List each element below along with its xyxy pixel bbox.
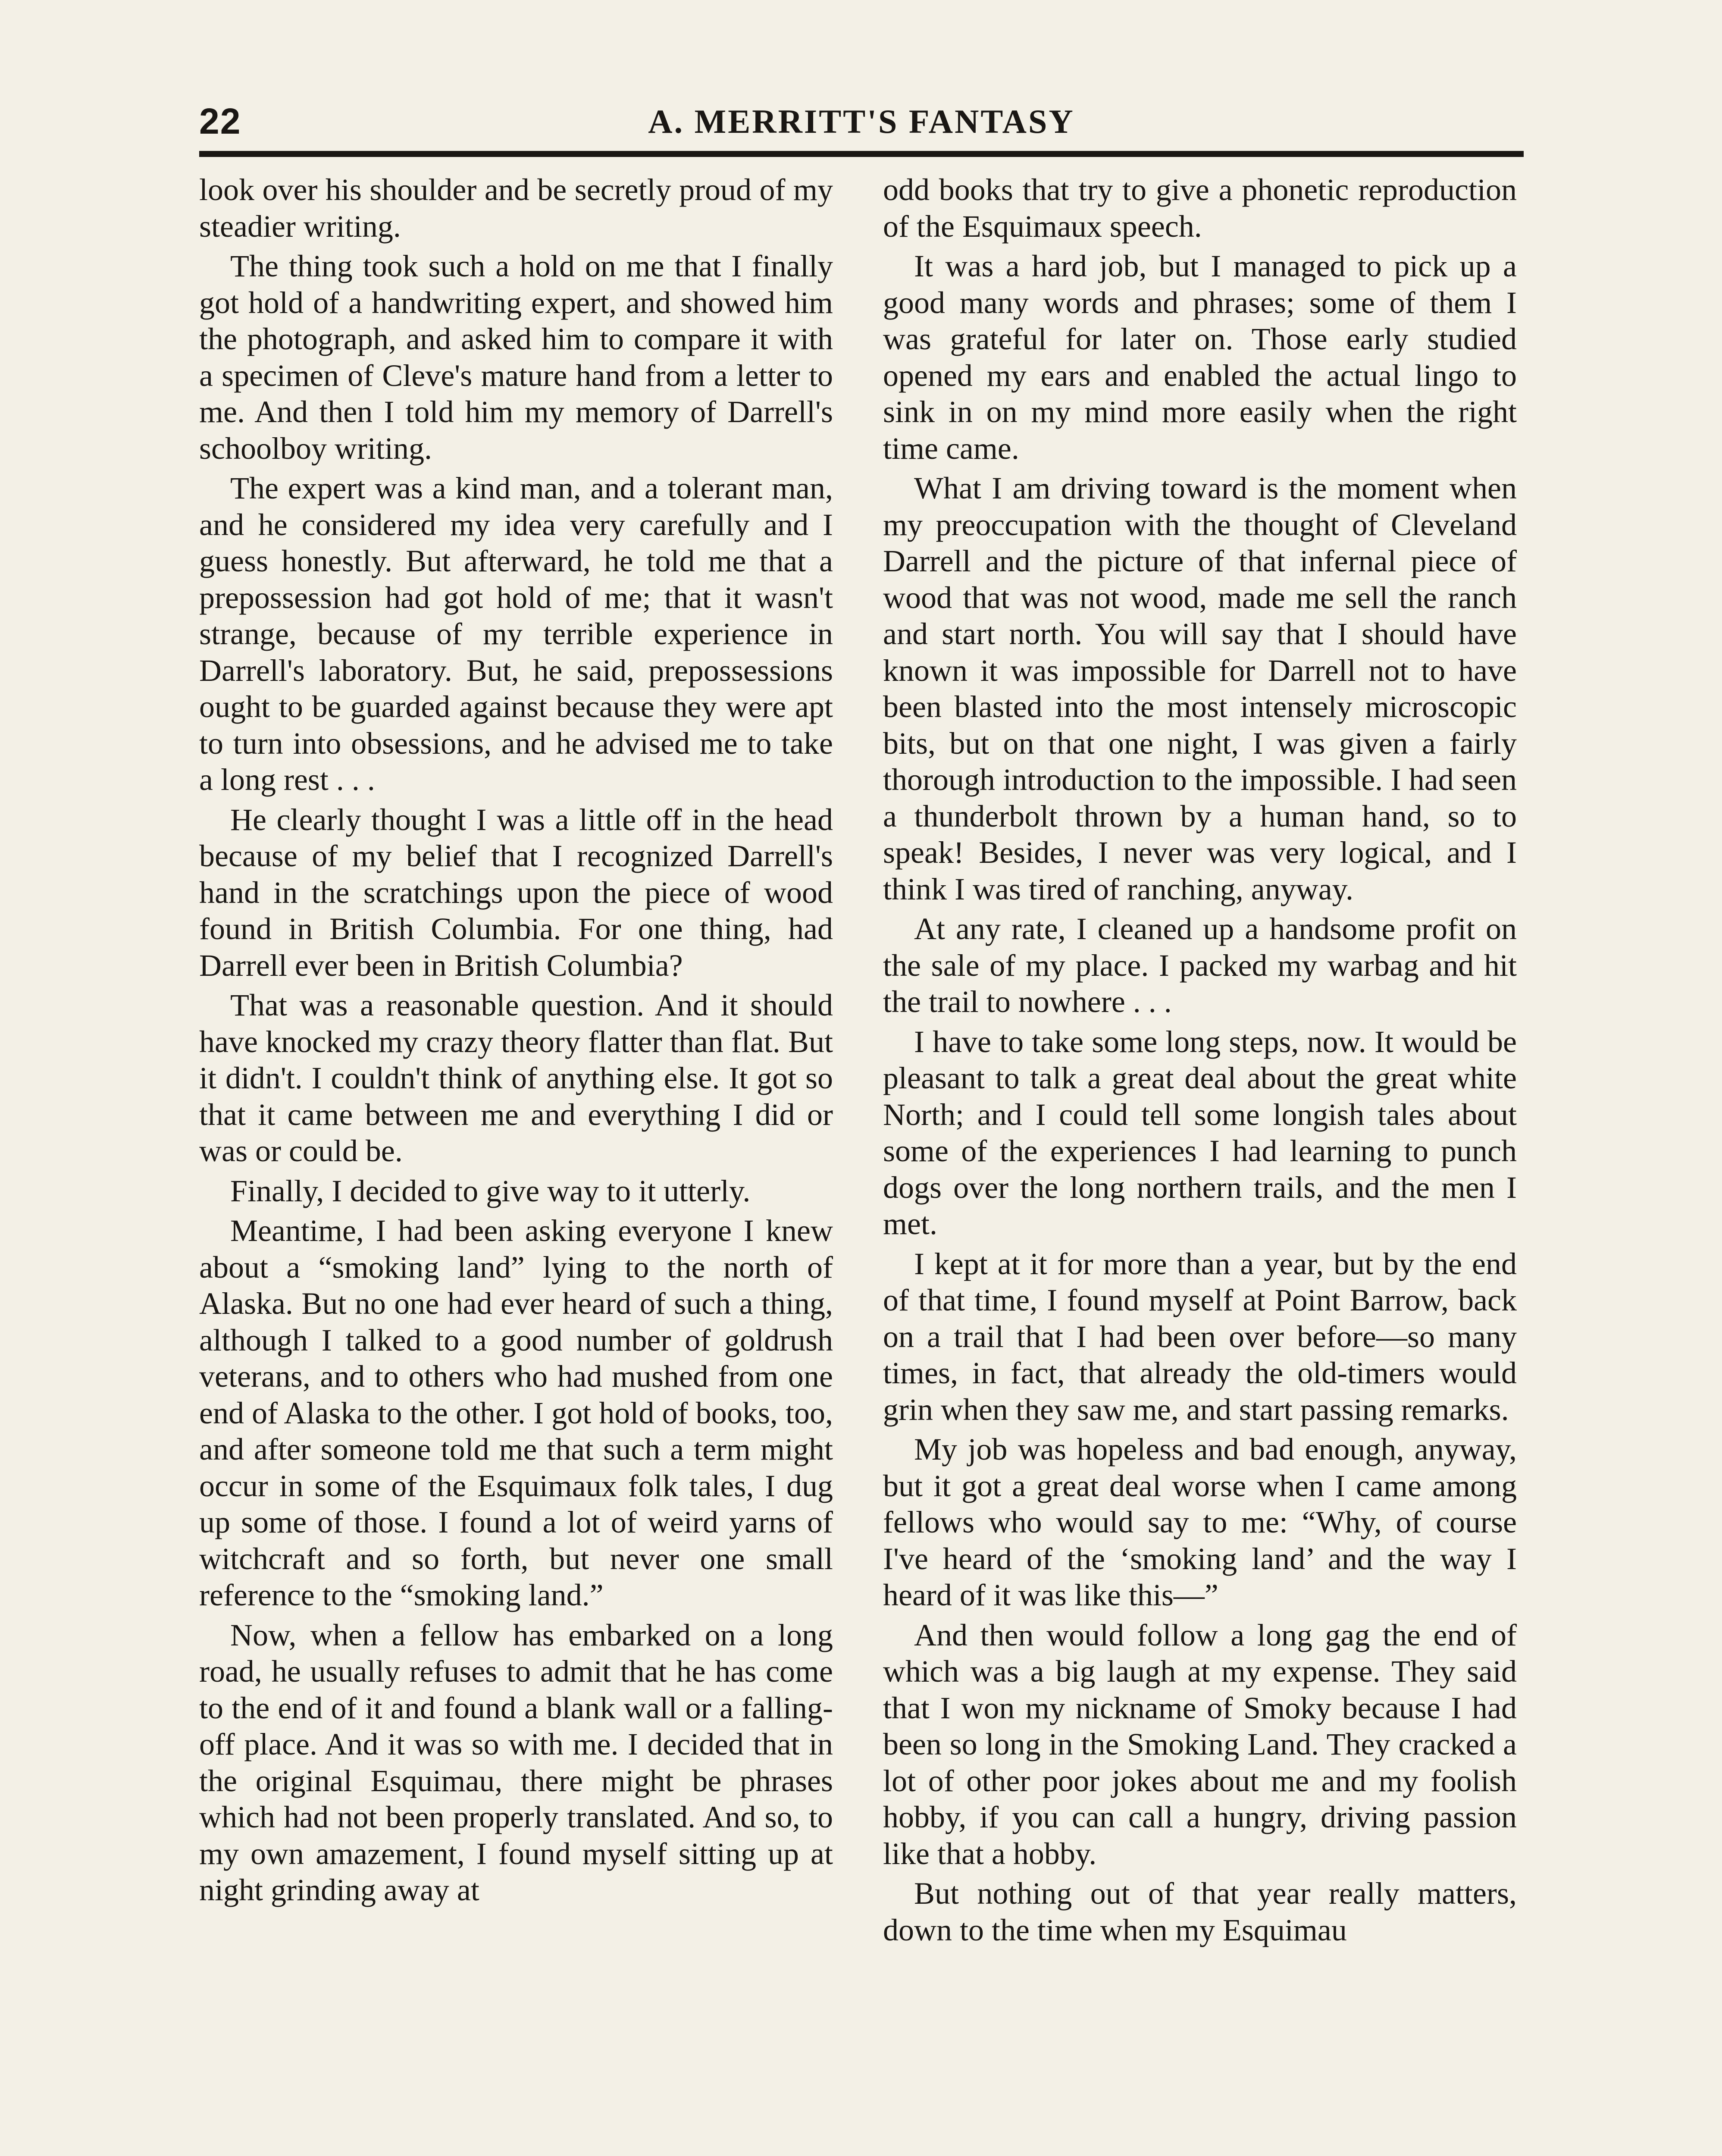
page-header — [199, 97, 1524, 153]
paragraph: I have to take some long steps, now. It would be pleasant to talk a great deal about the great white North; and I could tell some longish tales about some of the experiences I had learning to punch dogs over the long northern trails, and the men I met. — [883, 1024, 1517, 1241]
paragraph: My job was hopeless and bad enough, anyway, but it got a great deal worse when I came among fellows who would say to me: “Why, of course I've heard of the ‘smoking land’ and the way I heard of it was like this—” — [883, 1432, 1517, 1612]
paragraph: look over his shoulder and be secretly proud of my steadier writing. — [199, 172, 833, 244]
paragraph: What I am driving toward is the moment when my preoccupation with the thought of Cleveland Darrell and the picture of that infernal piece of wood that was not wood, made me sell the ranch and start north. You will say that I should have known it was impossible for Darrell not to have been blasted into the most intensely microscopic bits, but on that one night, I was given a fairly thorough introduction to the impossible. I had seen a thunderbolt thrown by a human hand, so to speak! Besides, I never was very logical, and I think I was tired of ranching, anyway. — [883, 471, 1517, 906]
paragraph: Finally, I decided to give way to it utterly. — [230, 1173, 751, 1208]
paragraph: He clearly thought I was a little off in the head because of my belief that I recognized Darrell's hand in the scratchings upon the piece of wood found in British Columbia. For one thing, had Darrell ever been in British Columbia? — [199, 802, 833, 983]
paragraph: Meantime, I had been asking everyone I knew about a “smoking land” lying to the north of Alaska. But no one had ever heard of such a thing, although I talked to a good number of goldrush veterans, and to others who had mushed from one end of Alaska to the other. I got hold of books, too, and after someone told me that such a term might occur in some of the Esquimaux folk tales, I dug up some of those. I found a lot of weird yarns of witchcraft and so forth, but never one small reference to the “smoking land.” — [199, 1213, 833, 1612]
paragraph: That was a reasonable question. And it should have knocked my crazy theory flatter than flat. But it didn't. I couldn't think of anything else. It got so that it came between me and everything I did or was or could be. — [199, 988, 833, 1168]
paragraph: But nothing out of that year really matters, down to the time when my Esquimau — [883, 1876, 1517, 1947]
paragraph: At any rate, I cleaned up a handsome profit on the sale of my place. I packed my warbag and hit the trail to nowhere . . . — [883, 912, 1517, 1019]
left-column — [199, 172, 833, 2156]
paragraph: Now, when a fellow has embarked on a long road, he usually refuses to admit that he has come to the end of it and found a blank wall or a falling-off place. And it was so with me. I decided that in the original Esquimau, there might be phrases which had not been properly translated. And so, to my own amazement, I found myself sitting up at night grinding away at — [199, 1617, 833, 1907]
paragraph: The thing took such a hold on me that I finally got hold of a handwriting expert, and showed him the photograph, and asked him to compare it with a specimen of Cleve's mature hand from a letter to me. And then I told him my memory of Darrell's schoolboy writing. — [199, 249, 833, 466]
paragraph: The expert was a kind man, and a tolerant man, and he considered my idea very carefully and I guess honestly. But afterward, he told me that a prepossession had got hold of me; that it wasn't strange, because of my terrible experience in Darrell's laboratory. But, he said, prepossessions ought to be guarded against because they were apt to turn into obsessions, and he advised me to take a long rest . . . — [199, 471, 833, 797]
paragraph: odd books that try to give a phonetic reproduction of the Esquimaux speech. — [883, 172, 1517, 244]
paragraph: And then would follow a long gag the end of which was a big laugh at my expense. They said that I won my nickname of Smoky because I had been so long in the Smoking Land. They cracked a lot of other poor jokes about me and my foolish hobby, if you can call a hungry, driving passion like that a hobby. — [883, 1617, 1517, 1871]
running-title: A. MERRITT'S FANTASY — [648, 103, 1075, 140]
paragraph: I kept at it for more than a year, but by the end of that time, I found myself at Point Barrow, back on a trail that I had been over before—so many times, in fact, that already the old-timers would grin when they saw me, and start passing remarks. — [883, 1246, 1517, 1427]
page-number: 22 — [199, 101, 241, 141]
paragraph: It was a hard job, but I managed to pick up a good many words and phrases; some of them I was grateful for later on. Those early studied opened my ears and enabled the actual lingo to sink in on my mind more easily when the right time came. — [883, 249, 1517, 466]
header-rule — [199, 151, 1524, 157]
right-column — [883, 172, 1517, 2156]
